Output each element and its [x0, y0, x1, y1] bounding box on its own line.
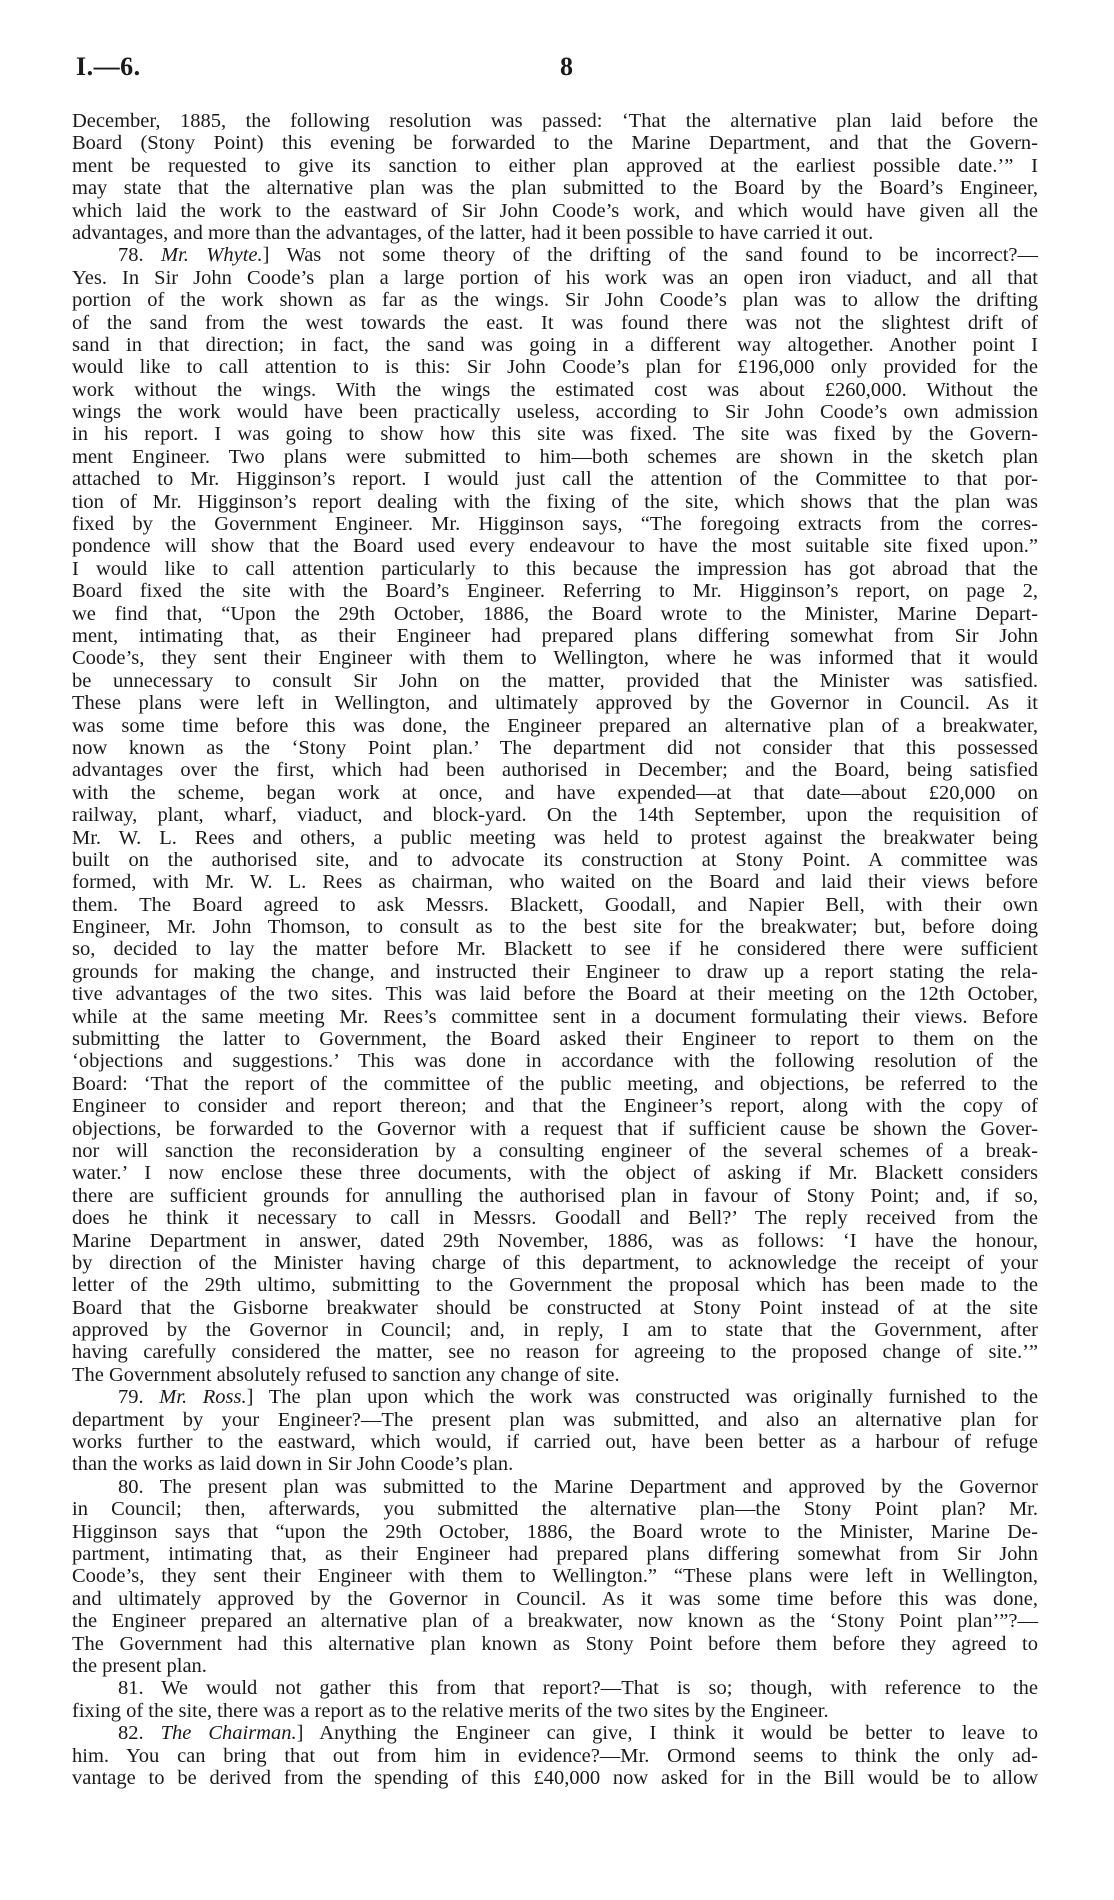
text-line: advantages over the first, which had been authorised in December; and the Board, being satisfied	[72, 759, 1038, 782]
text-line: Engineer to consider and report thereon; and that the Engineer’s report, along with the copy of	[72, 1095, 1038, 1118]
text-line	[72, 1722, 1038, 1744]
text-line: may state that the alternative plan was the plan submitted to the Board by the Board’s Engineer,	[72, 177, 1038, 200]
text-line: Board (Stony Point) this evening be forwarded to the Marine Department, and that the Govern-	[72, 132, 1038, 155]
text-line: Coode’s, they sent their Engineer with them to Wellington, where he was informed that it would	[72, 647, 1038, 670]
text-line: with the scheme, began work at once, and have expended—at that date—about £20,000 on	[72, 781, 1038, 804]
speaker-name: The Chairman.	[160, 1722, 297, 1745]
text-line: built on the authorised site, and to advocate its construction at Stony Point. A committee was	[72, 848, 1038, 871]
text-line: grounds for making the change, and instructed their Engineer to draw up a report stating the rela-	[72, 960, 1038, 983]
text-line: while at the same meeting Mr. Rees’s committee sent in a document formulating their views. Before	[72, 1005, 1038, 1028]
page-number: 8	[560, 52, 574, 81]
text-line: does he think it necessary to call in Messrs. Goodall and Bell?’ The reply received from the	[72, 1207, 1038, 1230]
text-line: there are sufficient grounds for annulling the authorised plan in favour of Stony Point; and, if so,	[72, 1184, 1038, 1207]
line-text: ] Was not some theory of the drifting of the sand found to be incorrect?—	[262, 244, 1038, 267]
text-line: Board: ‘That the report of the committee of the public meeting, and objections, be referred to the	[72, 1072, 1038, 1095]
question-number: 79.	[118, 1386, 160, 1409]
text-line: 80. The present plan was submitted to the Marine Department and approved by the Governor	[118, 1475, 1038, 1498]
text-line: Engineer, Mr. John Thomson, to consult as to the best site for the breakwater; but, before doing	[72, 916, 1038, 939]
paragraph	[72, 1722, 1038, 1789]
text-line: pondence will show that the Board used every endeavour to have the most suitable site fixed upon.”	[72, 535, 1038, 558]
text-line: Marine Department in answer, dated 29th November, 1886, was as follows: ‘I have the honour,	[72, 1229, 1038, 1252]
text-line: by direction of the Minister having charge of this department, to acknowledge the receipt of your	[72, 1251, 1038, 1274]
paragraph	[72, 244, 1038, 1386]
text-line: department by your Engineer?—The present plan was submitted, and also an alternative plan for	[72, 1408, 1038, 1431]
text-line: ment, intimating that, as their Engineer had prepared plans differing somewhat from Sir John	[72, 624, 1038, 647]
text-line: so, decided to lay the matter before Mr. Blackett to see if he considered there were sufficient	[72, 938, 1038, 961]
text-line: fixed by the Government Engineer. Mr. Higginson says, “The foregoing extracts from the corres-	[72, 513, 1038, 536]
question-number: 78.	[118, 244, 162, 267]
speaker-name: Mr. Ross.	[159, 1386, 247, 1409]
text-line: nor will sanction the reconsideration by a consulting engineer of the several schemes of a break-	[72, 1139, 1038, 1162]
text-line	[72, 244, 1038, 266]
text-line: formed, with Mr. W. L. Rees as chairman, who waited on the Board and laid their views before	[72, 871, 1038, 894]
text-line: was some time before this was done, the Engineer prepared an alternative plan of a breakwater,	[72, 714, 1038, 737]
text-line: tive advantages of the two sites. This was laid before the Board at their meeting on the 12th October,	[72, 983, 1038, 1006]
text-line: in Council; then, afterwards, you submitted the alternative plan—the Stony Point plan? Mr.	[72, 1498, 1038, 1521]
text-line: Coode’s, they sent their Engineer with them to Wellington.” “These plans were left in Wellington,	[72, 1565, 1038, 1588]
text-line: work without the wings. With the wings the estimated cost was about £260,000. Without the	[72, 378, 1038, 401]
text-line: having carefully considered the matter, see no reason for agreeing to the proposed change of site.’”	[72, 1341, 1038, 1364]
paragraph	[72, 1476, 1038, 1678]
text-line: ‘objections and suggestions.’ This was done in accordance with the following resolution of the	[72, 1050, 1038, 1073]
text-line: The Government had this alternative plan known as Stony Point before them before they agreed to	[72, 1632, 1038, 1655]
text-line: fixing of the site, there was a report as to the relative merits of the two sites by the Engineer.	[72, 1699, 829, 1722]
text-line: These plans were left in Wellington, and ultimately approved by the Governor in Council. As it	[72, 692, 1038, 715]
text-line: portion of the work shown as far as the wings. Sir John Coode’s plan was to allow the drifting	[72, 289, 1038, 312]
text-line: Yes. In Sir John Coode’s plan a large portion of his work was an open iron viaduct, and all that	[72, 266, 1038, 289]
text-line: submitting the latter to Government, the Board asked their Engineer to report to them on the	[72, 1028, 1038, 1051]
text-line: sand in that direction; in fact, the sand was going in a different way altogether. Another point I	[72, 333, 1038, 356]
text-line: December, 1885, the following resolution was passed: ‘That the alternative plan laid before the	[72, 110, 1038, 132]
text-line: Mr. W. L. Rees and others, a public meeting was held to protest against the breakwater being	[72, 826, 1038, 849]
text-line: Board that the Gisborne breakwater should be constructed at Stony Point instead of at the site	[72, 1296, 1038, 1319]
text-line: attached to Mr. Higginson’s report. I would just call the attention of the Committee to that por-	[72, 468, 1038, 491]
text-line: objections, be forwarded to the Governor with a request that if sufficient cause be shown the Gover-	[72, 1117, 1038, 1140]
text-line: advantages, and more than the advantages, of the latter, had it been possible to have carried it out.	[72, 221, 874, 244]
text-line: in his report. I was going to show how this site was fixed. The site was fixed by the Govern-	[72, 423, 1038, 446]
text-line: railway, plant, wharf, viaduct, and block-yard. On the 14th September, upon the requisition of	[72, 804, 1038, 827]
text-line: now known as the ‘Stony Point plan.’ The department did not consider that this possessed	[72, 736, 1038, 759]
text-line: tion of Mr. Higginson’s report dealing with the fixing of the site, which shows that the plan was	[72, 490, 1038, 513]
question-number: 82.	[118, 1722, 161, 1745]
text-line: vantage to be derived from the spending of this £40,000 now asked for in the Bill would be to allow	[72, 1766, 1038, 1789]
text-line: we find that, “Upon the 29th October, 1886, the Board wrote to the Minister, Marine Depart-	[72, 602, 1038, 625]
text-line: ment be requested to give its sanction to either plan approved at the earliest possible date.’” I	[72, 154, 1038, 177]
text-line: water.’ I now enclose these three documents, with the object of asking if Mr. Blackett considers	[72, 1162, 1038, 1185]
text-line: Board fixed the site with the Board’s Engineer. Referring to Mr. Higginson’s report, on page 2,	[72, 580, 1038, 603]
document-reference: I.—6.	[76, 52, 141, 81]
text-line: the present plan.	[72, 1654, 207, 1677]
text-line: The Government absolutely refused to sanction any change of site.	[72, 1363, 620, 1386]
text-line: I would like to call attention particularly to this because the impression has got abroad that the	[72, 557, 1038, 580]
line-text: ] Anything the Engineer can give, I think it would be better to leave to	[296, 1722, 1039, 1745]
document-body	[72, 110, 1038, 1789]
text-line: him. You can bring that out from him in evidence?—Mr. Ormond seems to think the only ad-	[72, 1744, 1038, 1767]
line-text: ] The plan upon which the work was constructed was originally furnished to the	[246, 1386, 1038, 1409]
text-line: be unnecessary to consult Sir John on the matter, provided that the Minister was satisfied.	[72, 669, 1038, 692]
paragraph	[72, 1677, 1038, 1722]
text-line: of the sand from the west towards the east. It was found there was not the slightest drift of	[72, 311, 1038, 334]
paragraph	[72, 1386, 1038, 1476]
text-line: 81. We would not gather this from that report?—That is so; though, with reference to the	[118, 1677, 1038, 1700]
text-line: approved by the Governor in Council; and, in reply, I am to state that the Government, after	[72, 1319, 1038, 1342]
text-line	[72, 1386, 1038, 1408]
text-line: letter of the 29th ultimo, submitting to the Government the proposal which has been made to the	[72, 1274, 1038, 1297]
text-line: the Engineer prepared an alternative plan of a breakwater, now known as the ‘Stony Point plan’”?—	[72, 1610, 1038, 1633]
text-line: than the works as laid down in Sir John Coode’s plan.	[72, 1453, 514, 1476]
text-line: and ultimately approved by the Governor in Council. As it was some time before this was done,	[72, 1587, 1038, 1610]
text-line: partment, intimating that, as their Engineer had prepared plans differing somewhat from Sir John	[72, 1543, 1038, 1565]
text-line: would like to call attention to is this: Sir John Coode’s plan for £196,000 only provided for the	[72, 356, 1038, 379]
speaker-name: Mr. Whyte.	[161, 244, 263, 267]
text-line: works further to the eastward, which would, if carried out, have been better as a harbour of refuge	[72, 1431, 1038, 1454]
text-line: Higginson says that “upon the 29th October, 1886, the Board wrote to the Minister, Marine De-	[72, 1520, 1038, 1543]
text-line: ment Engineer. Two plans were submitted to him—both schemes are shown in the sketch plan	[72, 445, 1038, 468]
paragraph	[72, 110, 1038, 244]
text-line: them. The Board agreed to ask Messrs. Blackett, Goodall, and Napier Bell, with their own	[72, 893, 1038, 916]
text-line: wings the work would have been practically useless, according to Sir John Coode’s own admission	[72, 401, 1038, 424]
text-line: which laid the work to the eastward of Sir John Coode’s work, and which would have given all the	[72, 199, 1038, 222]
